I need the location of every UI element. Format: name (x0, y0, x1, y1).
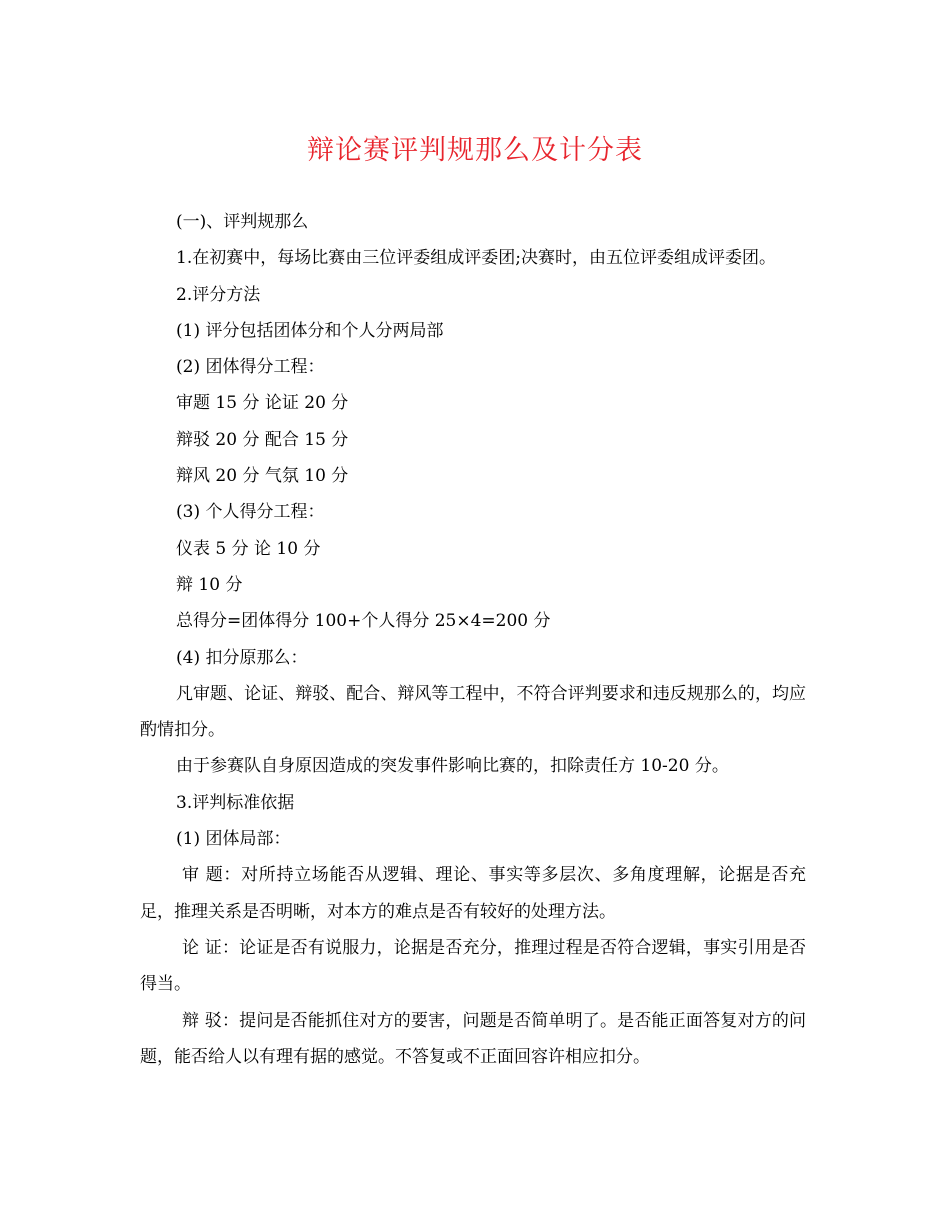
document-title: 辩论赛评判规那么及计分表 (307, 135, 643, 166)
paragraph-score-parts: (1) 评分包括团体分和个人分两局部 (176, 320, 444, 341)
paragraph-deduction-rule-2: 由于参赛队自身原因造成的突发事件影响比赛的，扣除责任方 10-20 分。 (176, 756, 729, 777)
paragraph-deduction-principle: (4) 扣分原那么： (176, 647, 308, 668)
paragraph-scoring-method: 2.评分方法 (176, 284, 261, 305)
paragraph-team-score-1: 审题 15 分 论证 20 分 (176, 393, 349, 414)
paragraph-individual-score-1: 仪表 5 分 论 10 分 (176, 538, 321, 559)
paragraph-team-items: (2) 团体得分工程： (176, 357, 325, 378)
paragraph-criteria-argument: 论 证：论证是否有说服力，论据是否充分，推理过程是否符合逻辑，事实引用是否得当。 (140, 937, 806, 995)
paragraph-judges: 1.在初赛中，每场比赛由三位评委组成评委团;决赛时，由五位评委组成评委团。 (176, 248, 776, 269)
paragraph-total-score: 总得分=团体得分 100+个人得分 25×4=200 分 (176, 611, 551, 632)
paragraph-section-heading: (一)、评判规那么 (176, 212, 309, 232)
document-body (140, 204, 806, 1075)
paragraph-criteria-heading: 3.评判标准依据 (176, 792, 295, 813)
paragraph-individual-items: (3) 个人得分工程： (176, 502, 325, 523)
paragraph-individual-score-2: 辩 10 分 (176, 574, 243, 595)
paragraph-team-part: (1) 团体局部： (176, 829, 291, 850)
paragraph-criteria-rebuttal: 辩 驳：提问是否能抓住对方的要害，问题是否简单明了。是否能正面答复对方的问题，能否给人以有理有据的感觉。不答复或不正面回容许相应扣分。 (140, 1010, 806, 1067)
paragraph-deduction-rule-1: 凡审题、论证、辩驳、配合、辩风等工程中，不符合评判要求和违反规那么的，均应酌情扣分。 (140, 683, 806, 741)
paragraph-team-score-3: 辩风 20 分 气氛 10 分 (176, 466, 349, 487)
paragraph-team-score-2: 辩驳 20 分 配合 15 分 (176, 429, 349, 450)
paragraph-criteria-topic: 审 题：对所持立场能否从逻辑、理论、事实等多层次、多角度理解，论据是否充足，推理关系是否明晰，对本方的难点是否有较好的处理方法。 (140, 865, 806, 922)
